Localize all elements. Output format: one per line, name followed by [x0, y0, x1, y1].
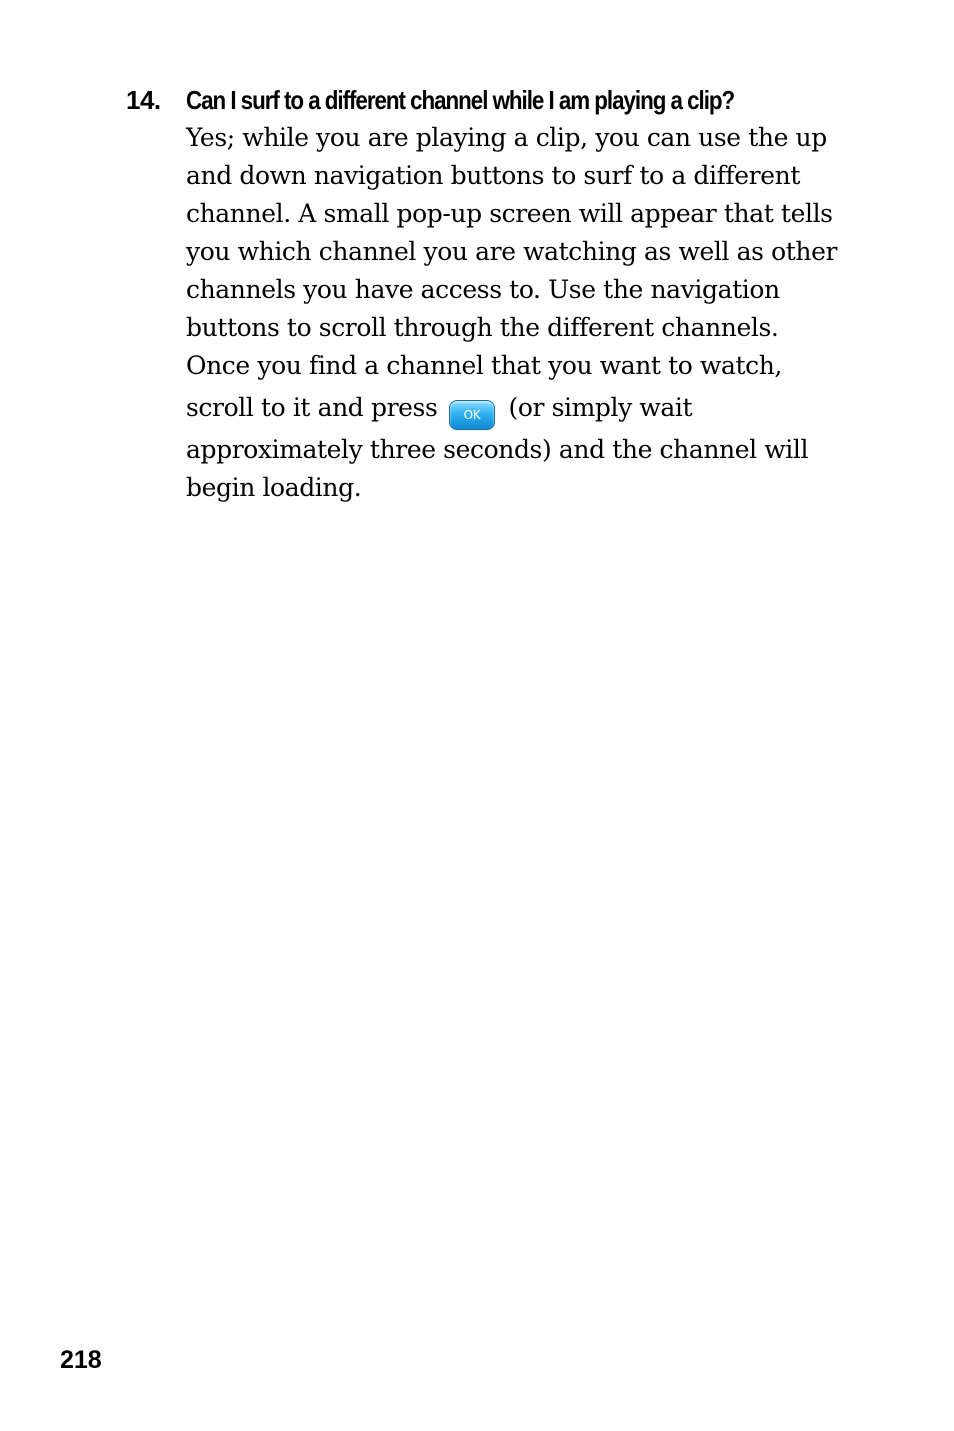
answer-line: channels you have access to. Use the navigation: [186, 275, 780, 304]
answer-line: Once you find a channel that you want to watch,: [186, 351, 782, 380]
faq-question: Can I surf to a different channel while I am playing a clip?: [186, 85, 735, 115]
answer-line: begin loading.: [186, 473, 362, 502]
answer-line: buttons to scroll through the different channels.: [186, 313, 779, 342]
ok-key-icon: OK: [449, 400, 495, 430]
faq-item-number: 14.: [126, 85, 161, 115]
answer-line: and down navigation buttons to surf to a different: [186, 161, 800, 190]
answer-line: approximately three seconds) and the channel will: [186, 435, 809, 464]
answer-line: channel. A small pop-up screen will appear that tells: [186, 199, 833, 228]
answer-line-with-key: [186, 385, 866, 431]
answer-line: Yes; while you are playing a clip, you can use the up: [186, 123, 827, 152]
page-number: 218: [60, 1346, 102, 1374]
faq-item-body: [186, 82, 866, 507]
faq-answer: [186, 119, 866, 507]
answer-text-after-key: (or simply wait: [508, 393, 693, 422]
answer-line: you which channel you are watching as well as other: [186, 237, 838, 266]
answer-text-before-key: scroll to it and press: [186, 393, 438, 422]
